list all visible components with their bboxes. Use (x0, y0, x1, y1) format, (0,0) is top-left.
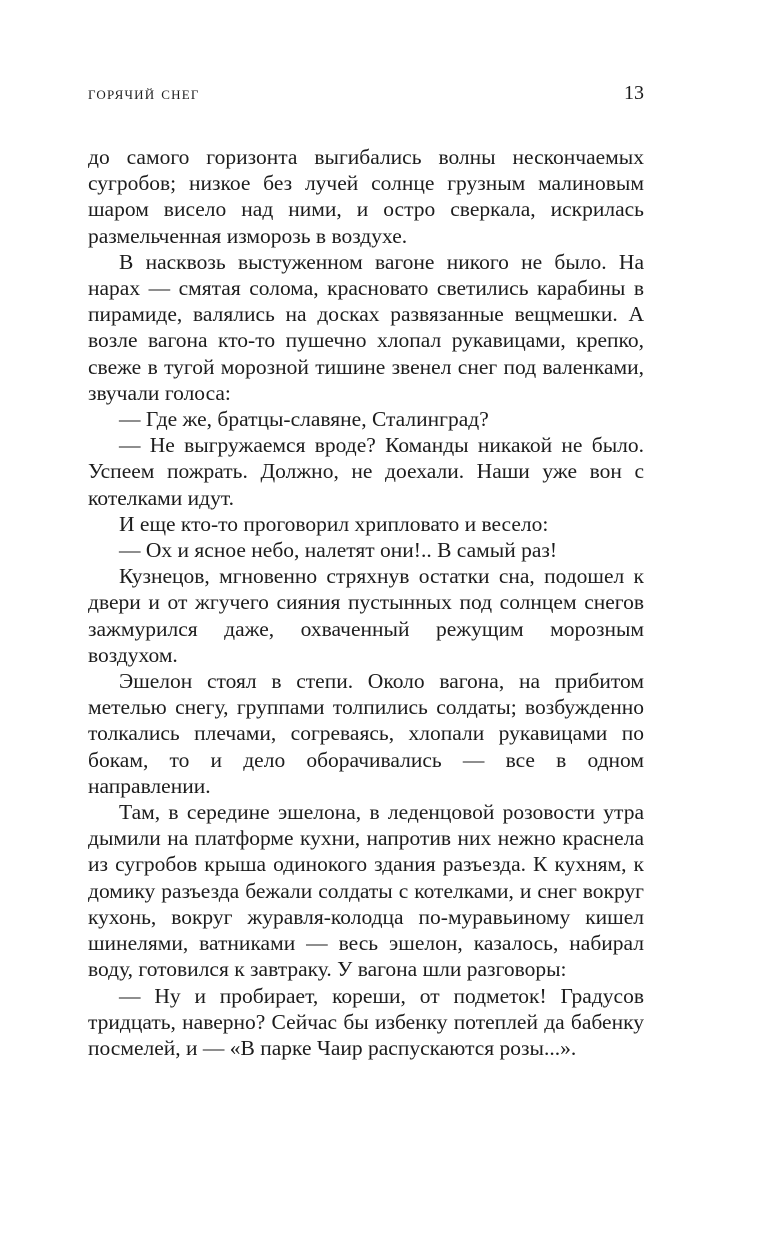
dialogue-line: — Ну и пробирает, кореши, от подметок! Градусов тридцать, наверно? Сейчас бы избенку потеплей да бабенку посмелей, и — «В парке Чаир распускаются розы...». (88, 983, 644, 1060)
paragraph: И еще кто-то проговорил хрипловато и весело: (119, 511, 549, 536)
dialogue-line: — Не выгружаемся вроде? Команды никакой не было. Успеем пожрать. Должно, не доехали. Наши уже вон с котелками идут. (88, 433, 644, 510)
running-title: горячий снег (88, 83, 200, 104)
paragraph: до самого горизонта выгибались волны нескончаемых сугробов; низкое без лучей солнце грузным малиновым шаром висело над ними, и остро сверкала, искрилась размельченная изморозь в воздухе. (88, 145, 644, 248)
dialogue-line: — Ох и ясное небо, налетят они!.. В самый раз! (119, 538, 558, 563)
book-page (88, 82, 644, 1061)
body-text (88, 144, 644, 1061)
paragraph: Там, в середине эшелона, в леденцовой розовости утра дымили на платформе кухни, напротив них нежно краснела из сугробов крыша одинокого здания разъезда. К кухням, к домику разъезда бежали солдаты с котелками, и снег вокруг кухонь, вокруг журавля-колодца по-муравьиному кишел шинелями, ватниками — весь эшелон, казалось, набирал воду, готовился к завтраку. У вагона шли разговоры: (88, 800, 644, 982)
paragraph: Эшелон стоял в степи. Около вагона, на прибитом метелью снегу, группами толпились солдаты; возбужденно толкались плечами, согреваясь, хлопали рукавицами по бокам, то и дело оборачивались — все в одном направлении. (88, 669, 644, 798)
page-header (88, 82, 644, 144)
dialogue-line: — Где же, братцы-славяне, Сталинград? (119, 407, 489, 432)
paragraph: Кузнецов, мгновенно стряхнув остатки сна, подошел к двери и от жгучего сияния пустынных под солнцем снегов зажмурился даже, охваченный режущим морозным воздухом. (88, 564, 644, 667)
page-number: 13 (624, 82, 644, 104)
paragraph: В насквозь выстуженном вагоне никого не было. На нарах — смятая солома, красновато светились карабины в пирамиде, валялись на досках развязанные вещмешки. А возле вагона кто-то пушечно хлопал рукавицами, крепко, свеже в тугой морозной тишине звенел снег под валенками, звучали голоса: (88, 249, 644, 405)
